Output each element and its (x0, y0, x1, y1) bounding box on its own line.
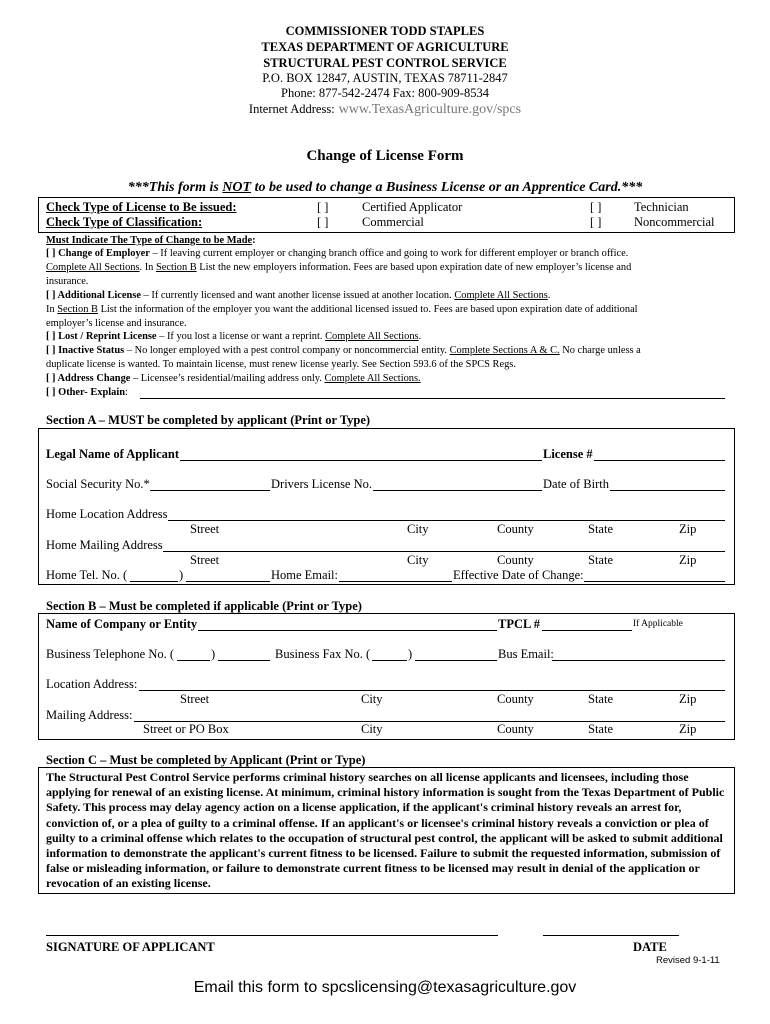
additional-section-b: Section B (57, 304, 98, 315)
dob-field[interactable] (610, 490, 725, 491)
ssn-field[interactable] (150, 490, 270, 491)
bus-tel-paren: ) (211, 647, 216, 661)
classification-label: Check Type of Classification: (46, 215, 203, 229)
additional-license-line3: employer’s license and insurance. (46, 318, 187, 329)
home-tel-area-field[interactable] (130, 581, 178, 582)
additional-text: – If currently licensed and want another license issued at another location. (140, 290, 455, 301)
mailing-street-caption: Street or PO Box (143, 722, 229, 736)
legal-name-field[interactable] (180, 460, 542, 461)
drivers-license-label: Drivers License No. (271, 477, 373, 491)
dob-label: Date of Birth (543, 477, 609, 491)
inactive-text: – No longer employed with a pest control company or noncommercial entity. (124, 345, 450, 356)
location-street-caption: Street (180, 692, 210, 706)
other-colon: : (125, 387, 128, 398)
bus-tel-area-field[interactable] (177, 660, 210, 661)
lost-reprint-checkbox[interactable]: [ ] Lost / Reprint License (46, 331, 157, 342)
location-address-field[interactable] (139, 690, 725, 691)
home-mailing-state-caption: State (588, 553, 613, 567)
legal-name-label: Legal Name of Applicant (46, 447, 179, 461)
additional-complete-all: Complete All Sections (454, 290, 548, 301)
bus-email-label: Bus Email: (498, 647, 554, 661)
website-link[interactable]: www.TexasAgriculture.gov/spcs (338, 102, 522, 117)
company-name-field[interactable] (198, 630, 497, 631)
home-location-city-caption: City (407, 522, 429, 536)
additional-license-line2 (46, 304, 638, 315)
lost-period: . (418, 331, 422, 342)
bus-tel-label: Business Telephone No. ( (46, 647, 175, 661)
home-mailing-city-caption: City (407, 553, 429, 567)
home-tel-field[interactable] (186, 581, 270, 582)
drivers-license-field[interactable] (373, 490, 542, 491)
location-address-label: Location Address: (46, 677, 138, 691)
inactive-complete-sections: Complete Sections A & C. (449, 345, 560, 356)
mailing-city-caption: City (361, 722, 383, 736)
employer-text2: List the new employers information. Fees are based upon expiration date of new employer’s license and (196, 262, 632, 273)
inactive-status-checkbox[interactable]: [ ] Inactive Status (46, 345, 125, 356)
signature-label: SIGNATURE OF APPLICANT (46, 940, 215, 954)
date-label: DATE (633, 940, 667, 954)
change-type-heading (46, 235, 256, 246)
revision-note: Revised 9-1-11 (656, 955, 720, 966)
home-mailing-field[interactable] (163, 551, 725, 552)
bus-tel-field[interactable] (218, 660, 270, 661)
certified-checkbox[interactable]: [ ] (317, 200, 329, 214)
noncommercial-checkbox[interactable]: [ ] (590, 215, 602, 229)
home-location-label: Home Location Address (46, 507, 168, 521)
home-email-field[interactable] (339, 581, 452, 582)
email-instructions: Email this form to spcslicensing@texasagriculture.gov (193, 979, 577, 996)
technician-checkbox[interactable]: [ ] (590, 200, 602, 214)
lost-reprint-line (46, 331, 421, 342)
if-applicable-note: If Applicable (633, 619, 683, 629)
additional-license-checkbox[interactable]: [ ] Additional License (46, 290, 141, 301)
phone-fax-line: Phone: 877-542-2474 Fax: 800-909-8534 (281, 86, 489, 100)
change-employer-checkbox[interactable]: [ ] Change of Employer (46, 248, 150, 259)
lost-complete-all: Complete All Sections (325, 331, 419, 342)
mailing-county-caption: County (497, 722, 534, 736)
home-tel-paren: ) (179, 568, 184, 582)
employer-complete-all: Complete All Sections (46, 262, 140, 273)
notice-not: NOT (222, 180, 252, 195)
ssn-label: Social Security No.* (46, 477, 150, 491)
home-location-county-caption: County (497, 522, 534, 536)
technician-option-label: Technician (634, 200, 689, 214)
license-type-label: Check Type of License to Be issued: (46, 200, 237, 214)
notice-prefix: ***This form is (127, 180, 223, 195)
commissioner-line: COMMISSIONER TODD STAPLES (285, 24, 485, 38)
change-employer-line2 (46, 262, 631, 273)
effective-date-label: Effective Date of Change: (453, 568, 584, 582)
tpcl-label: TPCL # (498, 617, 541, 631)
bus-fax-paren: ) (408, 647, 413, 661)
additional-license-line (46, 290, 550, 301)
license-number-label: License # (543, 447, 593, 461)
other-explain-field[interactable] (140, 398, 725, 399)
bus-email-field[interactable] (552, 660, 725, 661)
internet-address-line (0, 100, 770, 118)
location-city-caption: City (361, 692, 383, 706)
section-a-heading: Section A – MUST be completed by applicant (Print or Type) (46, 413, 371, 427)
inactive-status-line2: duplicate license is wanted. To maintain license, must renew license yearly. See Section 593.6 of the SPCS Regs. (46, 359, 516, 370)
bus-fax-area-field[interactable] (372, 660, 407, 661)
address-change-checkbox[interactable]: [ ] Address Change (46, 373, 131, 384)
additional-text2: List the information of the employer you want the additional licensed issued to. Fees are based upon expiration date of additional (97, 304, 638, 315)
form-title: Change of License Form (306, 148, 464, 164)
notice-suffix: to be used to change a Business License or an Apprentice Card.*** (251, 180, 643, 195)
location-county-caption: County (497, 692, 534, 706)
home-tel-label: Home Tel. No. ( (46, 568, 128, 582)
inactive-status-line (46, 345, 641, 356)
commercial-checkbox[interactable]: [ ] (317, 215, 329, 229)
home-mailing-label: Home Mailing Address (46, 538, 163, 552)
department-line: TEXAS DEPARTMENT OF AGRICULTURE (261, 40, 509, 54)
form-notice (0, 180, 770, 196)
address-complete-all: Complete All Sections. (324, 373, 421, 384)
signature-field[interactable] (46, 935, 498, 936)
other-line (46, 387, 128, 398)
bus-fax-field[interactable] (415, 660, 497, 661)
location-state-caption: State (588, 692, 613, 706)
change-employer-line (46, 248, 628, 259)
change-type-heading-text: Must Indicate The Type of Change to be Made (46, 235, 253, 246)
tpcl-field[interactable] (542, 630, 632, 631)
commercial-option-label: Commercial (362, 215, 424, 229)
section-b-heading: Section B – Must be completed if applicable (Print or Type) (46, 599, 362, 613)
certified-option-label: Certified Applicator (362, 200, 463, 214)
home-location-field[interactable] (168, 520, 725, 521)
home-location-street-caption: Street (190, 522, 220, 536)
change-type-heading-colon: : (252, 235, 256, 246)
company-name-label: Name of Company or Entity (46, 617, 198, 631)
lost-text: – If you lost a license or want a reprint. (156, 331, 326, 342)
home-location-state-caption: State (588, 522, 613, 536)
mailing-state-caption: State (588, 722, 613, 736)
change-employer-text: – If leaving current employer or changing branch office and going to work for different employer or branch office. (149, 248, 629, 259)
additional-period: . (547, 290, 551, 301)
home-mailing-street-caption: Street (190, 553, 220, 567)
change-employer-line3: insurance. (46, 276, 89, 287)
inactive-text2: No charge unless a (559, 345, 641, 356)
home-mailing-county-caption: County (497, 553, 534, 567)
employer-mid: . In (139, 262, 156, 273)
po-box-line: P.O. BOX 12847, AUSTIN, TEXAS 78711-2847 (262, 71, 508, 85)
home-mailing-zip-caption: Zip (679, 553, 697, 567)
home-email-label: Home Email: (271, 568, 338, 582)
internet-label: Internet Address: (248, 102, 335, 116)
address-text: – Licensee’s residential/mailing address only. (130, 373, 325, 384)
date-field[interactable] (543, 935, 679, 936)
additional-in: In (46, 304, 58, 315)
bus-fax-label: Business Fax No. ( (275, 647, 371, 661)
mailing-zip-caption: Zip (679, 722, 697, 736)
home-location-zip-caption: Zip (679, 522, 697, 536)
location-zip-caption: Zip (679, 692, 697, 706)
employer-section-b: Section B (155, 262, 197, 273)
effective-date-field[interactable] (584, 581, 725, 582)
service-line: STRUCTURAL PEST CONTROL SERVICE (263, 56, 507, 70)
criminal-history-notice: The Structural Pest Control Service performs criminal history searches on all license applicants and licensees, including those applying for renewal of an existing license. At minimum, criminal history information is sought from the Texas Department of Public Safety. This process may delay agency action on a license application, if the applicant's criminal history reveals an arrest for, conviction of, or a plea of guilty to a criminal offense. If an applicant's or licensee's criminal history reveals a conviction or plea of guilty to a criminal offense which relates to the occupation of structural pest control, the applicant will be asked to submit additional information to demonstrate the applicant's current fitness to be licensed. Failure to submit the requested information, submission of false or misleading information, or failure to demonstrate current fitness to be licensed may result in denial of the application or revocation of an existing license. (46, 770, 725, 891)
address-change-line (46, 373, 421, 384)
section-c-heading: Section C – Must be completed by Applicant (Print or Type) (46, 753, 366, 767)
other-checkbox[interactable]: [ ] Other- Explain (46, 387, 125, 398)
license-number-field[interactable] (594, 460, 725, 461)
noncommercial-option-label: Noncommercial (634, 215, 715, 229)
mailing-address-label: Mailing Address: (46, 708, 133, 722)
